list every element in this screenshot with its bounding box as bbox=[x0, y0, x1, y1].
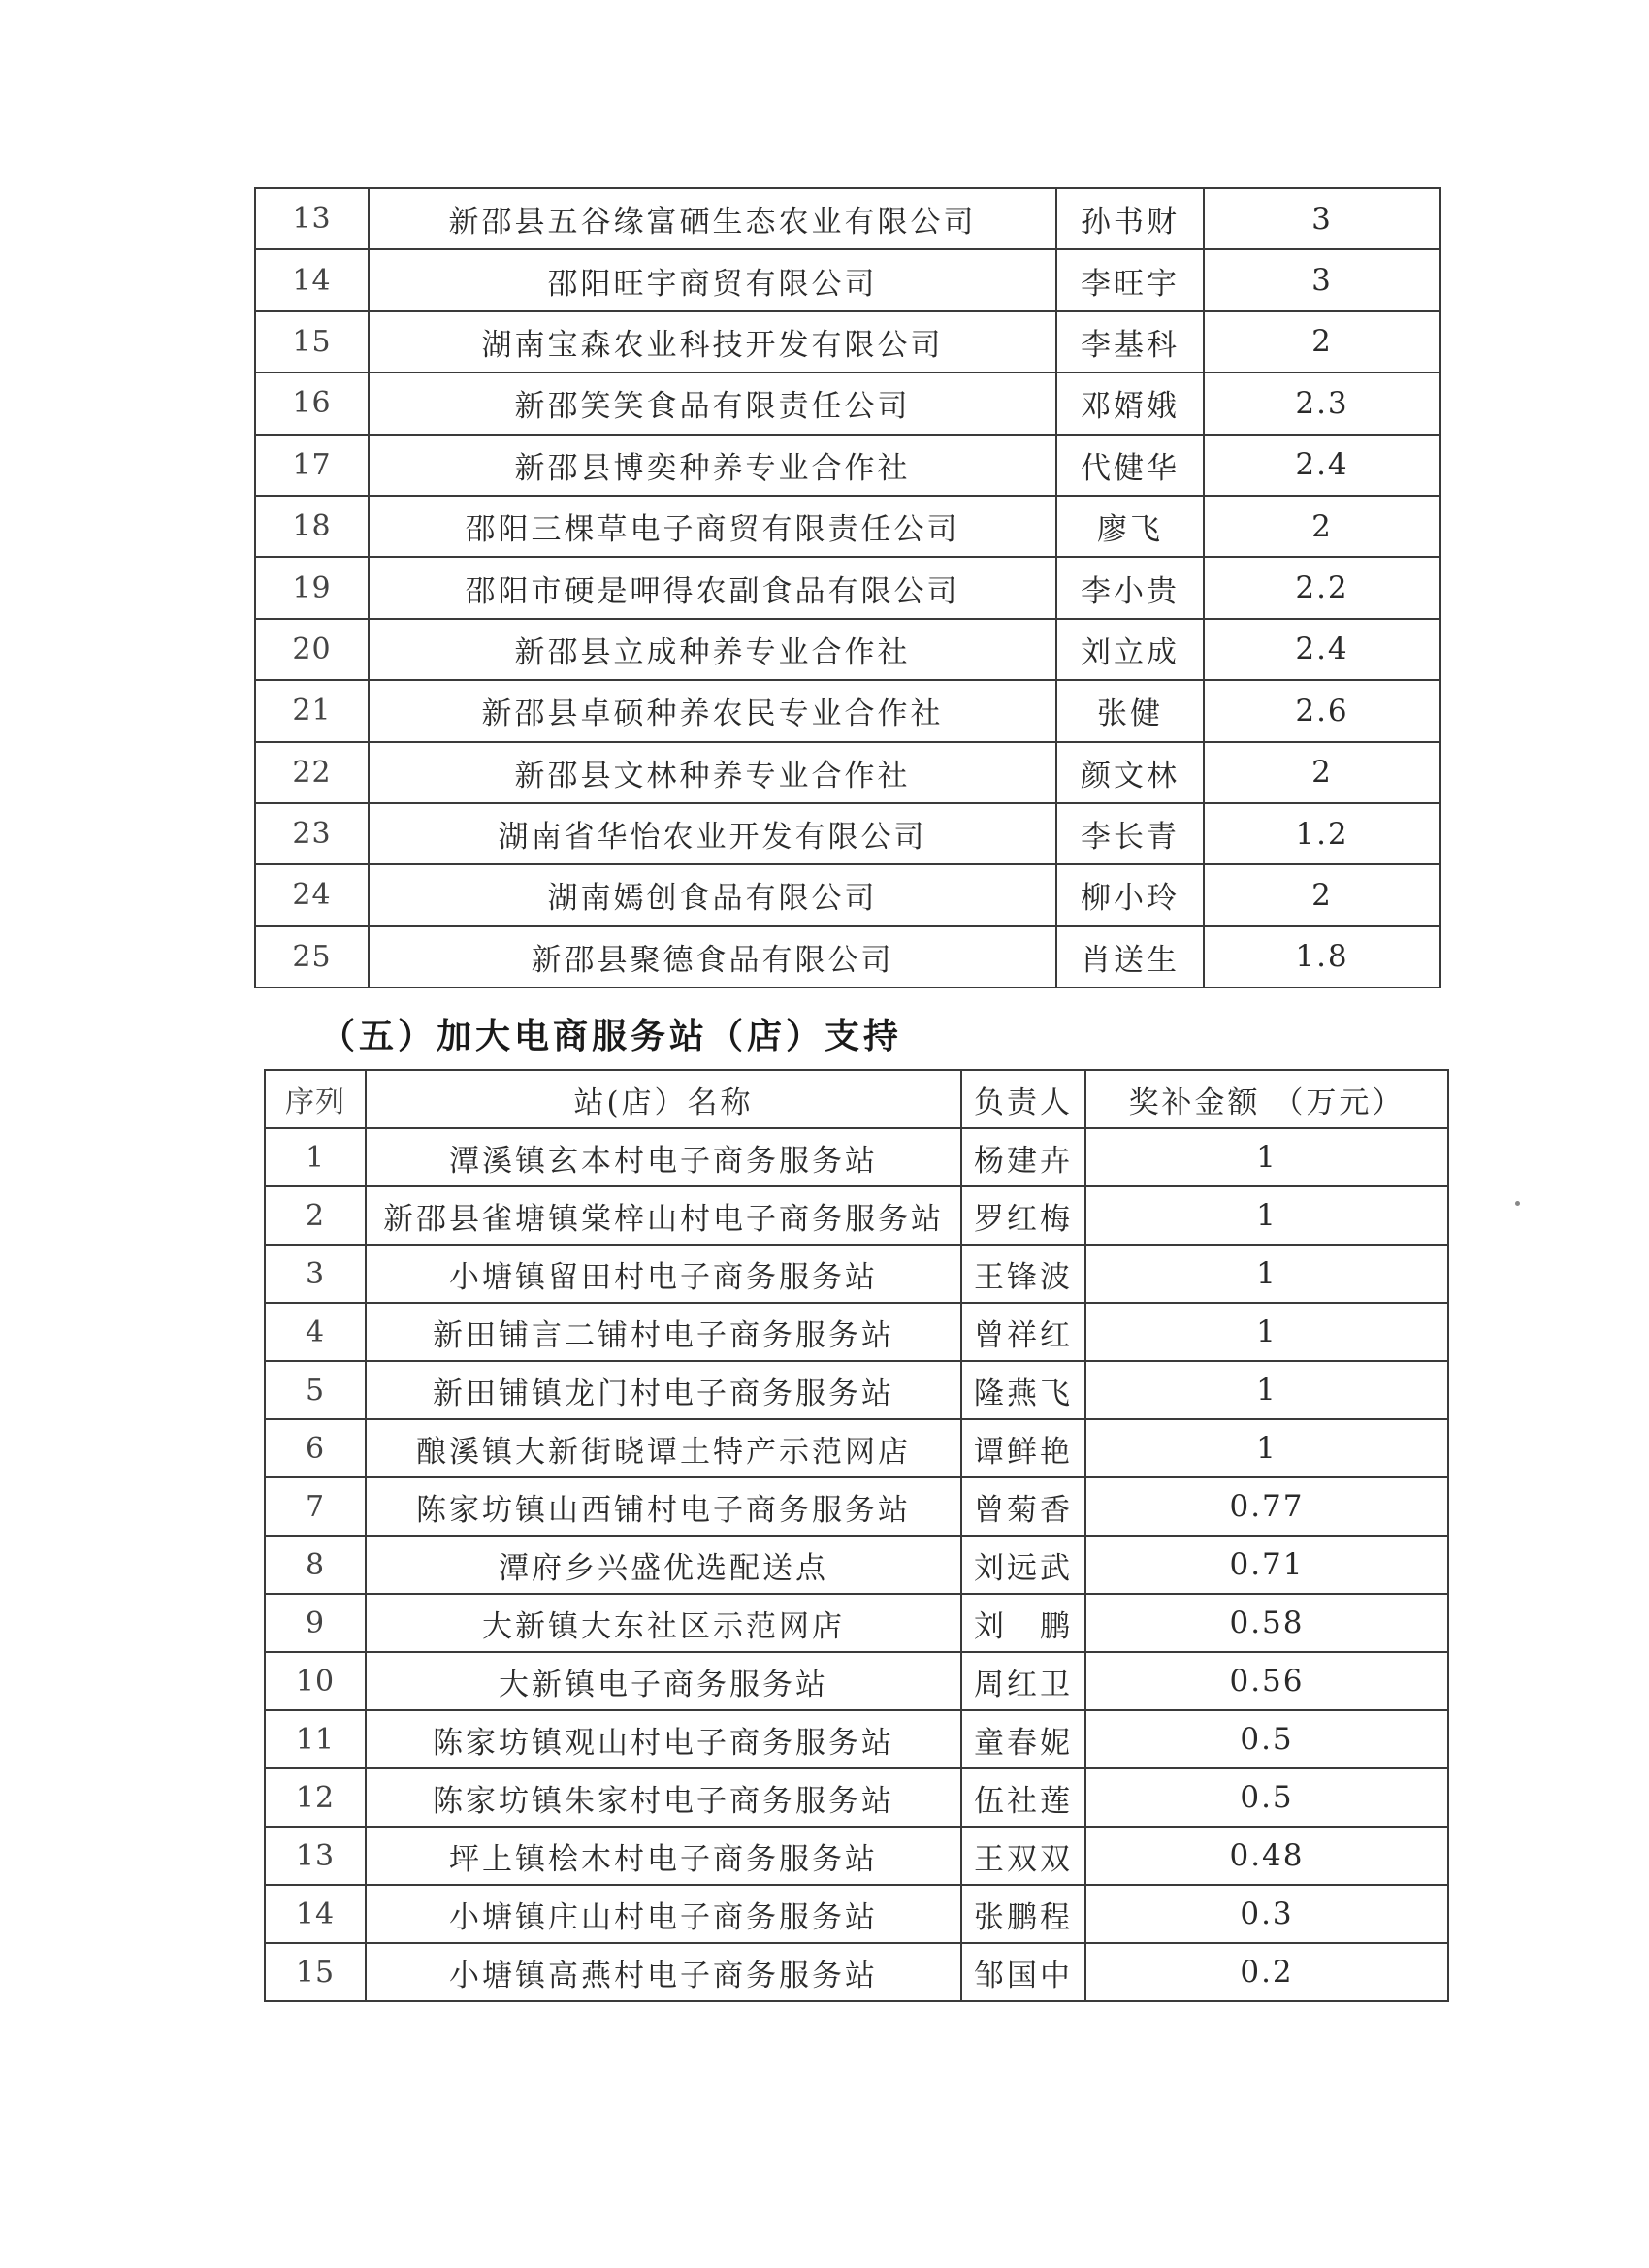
row-amount: 0.5 bbox=[1085, 1710, 1448, 1768]
row-amount: 1.2 bbox=[1204, 803, 1440, 864]
row-name: 邵阳市硬是呷得农副食品有限公司 bbox=[369, 557, 1056, 618]
row-name: 陈家坊镇朱家村电子商务服务站 bbox=[366, 1768, 961, 1827]
row-serial: 22 bbox=[255, 742, 369, 803]
table-row bbox=[255, 557, 1440, 618]
row-person: 童春妮 bbox=[961, 1710, 1085, 1768]
row-name: 新邵县聚德食品有限公司 bbox=[369, 926, 1056, 988]
row-person: 王双双 bbox=[961, 1827, 1085, 1885]
header-serial: 序列 bbox=[265, 1070, 366, 1128]
row-serial: 19 bbox=[255, 557, 369, 618]
row-amount: 0.58 bbox=[1085, 1594, 1448, 1652]
row-amount: 2.4 bbox=[1204, 435, 1440, 496]
table-row bbox=[265, 1477, 1448, 1536]
row-amount: 2.4 bbox=[1204, 619, 1440, 680]
row-serial: 4 bbox=[265, 1303, 366, 1361]
row-person: 刘 鹏 bbox=[961, 1594, 1085, 1652]
row-serial: 15 bbox=[255, 311, 369, 373]
table-row bbox=[265, 1128, 1448, 1186]
row-serial: 6 bbox=[265, 1419, 366, 1477]
table-row bbox=[265, 1652, 1448, 1710]
row-name: 新邵县立成种养专业合作社 bbox=[369, 619, 1056, 680]
row-person: 颜文林 bbox=[1056, 742, 1204, 803]
row-person: 杨建卉 bbox=[961, 1128, 1085, 1186]
table-row bbox=[255, 680, 1440, 741]
row-amount: 1 bbox=[1085, 1419, 1448, 1477]
service-station-subsidy-table bbox=[264, 1069, 1449, 2002]
table-row bbox=[255, 496, 1440, 557]
row-amount: 1 bbox=[1085, 1303, 1448, 1361]
row-amount: 0.71 bbox=[1085, 1536, 1448, 1594]
row-amount: 0.2 bbox=[1085, 1943, 1448, 2001]
row-serial: 2 bbox=[265, 1186, 366, 1245]
table-row bbox=[265, 1419, 1448, 1477]
row-name: 新田铺镇龙门村电子商务服务站 bbox=[366, 1361, 961, 1419]
row-name: 新邵县卓硕种养农民专业合作社 bbox=[369, 680, 1056, 741]
table-row bbox=[255, 926, 1440, 988]
table-row bbox=[265, 1768, 1448, 1827]
row-serial: 14 bbox=[255, 249, 369, 310]
row-serial: 15 bbox=[265, 1943, 366, 2001]
table-row bbox=[255, 311, 1440, 373]
row-name: 湖南省华怡农业开发有限公司 bbox=[369, 803, 1056, 864]
table-row bbox=[255, 373, 1440, 434]
row-name: 新邵笑笑食品有限责任公司 bbox=[369, 373, 1056, 434]
row-name: 潭溪镇玄本村电子商务服务站 bbox=[366, 1128, 961, 1186]
row-amount: 1 bbox=[1085, 1128, 1448, 1186]
header-station-name: 站(店）名称 bbox=[366, 1070, 961, 1128]
row-name: 新田铺言二铺村电子商务服务站 bbox=[366, 1303, 961, 1361]
row-amount: 0.3 bbox=[1085, 1885, 1448, 1943]
row-name: 小塘镇留田村电子商务服务站 bbox=[366, 1245, 961, 1303]
row-name: 大新镇大东社区示范网店 bbox=[366, 1594, 961, 1652]
row-person: 李旺宇 bbox=[1056, 249, 1204, 310]
row-serial: 13 bbox=[265, 1827, 366, 1885]
row-name: 酿溪镇大新街晓谭土特产示范网店 bbox=[366, 1419, 961, 1477]
row-person: 代健华 bbox=[1056, 435, 1204, 496]
section-heading: （五）加大电商服务站（店）支持 bbox=[320, 1017, 903, 1056]
table-header-row bbox=[265, 1070, 1448, 1128]
row-amount: 3 bbox=[1204, 249, 1440, 310]
row-name: 新邵县五谷缘富硒生态农业有限公司 bbox=[369, 188, 1056, 249]
table-row bbox=[255, 619, 1440, 680]
header-amount: 奖补金额 （万元） bbox=[1085, 1070, 1448, 1128]
row-person: 曾祥红 bbox=[961, 1303, 1085, 1361]
table-row bbox=[255, 435, 1440, 496]
row-person: 王锋波 bbox=[961, 1245, 1085, 1303]
row-person: 邓婿娥 bbox=[1056, 373, 1204, 434]
table-row bbox=[255, 742, 1440, 803]
row-person: 罗红梅 bbox=[961, 1186, 1085, 1245]
table-row bbox=[265, 1827, 1448, 1885]
row-amount: 2.3 bbox=[1204, 373, 1440, 434]
row-amount: 2 bbox=[1204, 864, 1440, 925]
table-row bbox=[265, 1885, 1448, 1943]
row-person: 廖飞 bbox=[1056, 496, 1204, 557]
row-person: 肖送生 bbox=[1056, 926, 1204, 988]
row-person: 邹国中 bbox=[961, 1943, 1085, 2001]
row-name: 大新镇电子商务服务站 bbox=[366, 1652, 961, 1710]
table-row bbox=[265, 1361, 1448, 1419]
row-amount: 0.5 bbox=[1085, 1768, 1448, 1827]
row-serial: 21 bbox=[255, 680, 369, 741]
row-amount: 0.77 bbox=[1085, 1477, 1448, 1536]
row-serial: 9 bbox=[265, 1594, 366, 1652]
row-name: 湖南宝森农业科技开发有限公司 bbox=[369, 311, 1056, 373]
table-row bbox=[265, 1536, 1448, 1594]
row-serial: 8 bbox=[265, 1536, 366, 1594]
row-amount: 2 bbox=[1204, 311, 1440, 373]
row-serial: 16 bbox=[255, 373, 369, 434]
table-row bbox=[265, 1594, 1448, 1652]
row-person: 刘远武 bbox=[961, 1536, 1085, 1594]
row-person: 刘立成 bbox=[1056, 619, 1204, 680]
row-serial: 17 bbox=[255, 435, 369, 496]
row-person: 李长青 bbox=[1056, 803, 1204, 864]
row-serial: 25 bbox=[255, 926, 369, 988]
row-person: 曾菊香 bbox=[961, 1477, 1085, 1536]
table-row bbox=[265, 1943, 1448, 2001]
row-name: 邵阳旺宇商贸有限公司 bbox=[369, 249, 1056, 310]
row-person: 李小贵 bbox=[1056, 557, 1204, 618]
row-serial: 11 bbox=[265, 1710, 366, 1768]
row-person: 周红卫 bbox=[961, 1652, 1085, 1710]
row-person: 张健 bbox=[1056, 680, 1204, 741]
row-amount: 0.56 bbox=[1085, 1652, 1448, 1710]
row-amount: 1 bbox=[1085, 1186, 1448, 1245]
table-row bbox=[255, 803, 1440, 864]
row-amount: 1 bbox=[1085, 1361, 1448, 1419]
row-amount: 1 bbox=[1085, 1245, 1448, 1303]
row-person: 李基科 bbox=[1056, 311, 1204, 373]
row-serial: 18 bbox=[255, 496, 369, 557]
row-name: 潭府乡兴盛优选配送点 bbox=[366, 1536, 961, 1594]
enterprise-subsidy-table bbox=[254, 187, 1441, 988]
row-serial: 24 bbox=[255, 864, 369, 925]
row-name: 新邵县博奕种养专业合作社 bbox=[369, 435, 1056, 496]
scan-speck bbox=[1515, 1201, 1520, 1206]
row-name: 陈家坊镇山西铺村电子商务服务站 bbox=[366, 1477, 961, 1536]
row-amount: 0.48 bbox=[1085, 1827, 1448, 1885]
row-serial: 3 bbox=[265, 1245, 366, 1303]
row-amount: 2.2 bbox=[1204, 557, 1440, 618]
row-person: 隆燕飞 bbox=[961, 1361, 1085, 1419]
row-serial: 1 bbox=[265, 1128, 366, 1186]
row-serial: 10 bbox=[265, 1652, 366, 1710]
row-serial: 12 bbox=[265, 1768, 366, 1827]
row-serial: 23 bbox=[255, 803, 369, 864]
row-amount: 2.6 bbox=[1204, 680, 1440, 741]
row-serial: 5 bbox=[265, 1361, 366, 1419]
row-person: 柳小玲 bbox=[1056, 864, 1204, 925]
row-person: 谭鲜艳 bbox=[961, 1419, 1085, 1477]
row-amount: 1.8 bbox=[1204, 926, 1440, 988]
row-serial: 13 bbox=[255, 188, 369, 249]
row-amount: 3 bbox=[1204, 188, 1440, 249]
row-name: 新邵县文林种养专业合作社 bbox=[369, 742, 1056, 803]
table-row bbox=[255, 249, 1440, 310]
row-name: 小塘镇庄山村电子商务服务站 bbox=[366, 1885, 961, 1943]
row-name: 邵阳三棵草电子商贸有限责任公司 bbox=[369, 496, 1056, 557]
row-person: 张鹏程 bbox=[961, 1885, 1085, 1943]
row-amount: 2 bbox=[1204, 496, 1440, 557]
row-name: 小塘镇高燕村电子商务服务站 bbox=[366, 1943, 961, 2001]
table-row bbox=[265, 1186, 1448, 1245]
table-row bbox=[265, 1710, 1448, 1768]
row-person: 伍社莲 bbox=[961, 1768, 1085, 1827]
table-row bbox=[265, 1245, 1448, 1303]
row-amount: 2 bbox=[1204, 742, 1440, 803]
table-row bbox=[255, 188, 1440, 249]
table-row bbox=[265, 1303, 1448, 1361]
row-name: 坪上镇桧木村电子商务服务站 bbox=[366, 1827, 961, 1885]
row-name: 新邵县雀塘镇棠梓山村电子商务服务站 bbox=[366, 1186, 961, 1245]
row-name: 湖南嫣创食品有限公司 bbox=[369, 864, 1056, 925]
table-row bbox=[255, 864, 1440, 925]
row-name: 陈家坊镇观山村电子商务服务站 bbox=[366, 1710, 961, 1768]
row-serial: 14 bbox=[265, 1885, 366, 1943]
row-serial: 20 bbox=[255, 619, 369, 680]
row-person: 孙书财 bbox=[1056, 188, 1204, 249]
header-person: 负责人 bbox=[961, 1070, 1085, 1128]
row-serial: 7 bbox=[265, 1477, 366, 1536]
